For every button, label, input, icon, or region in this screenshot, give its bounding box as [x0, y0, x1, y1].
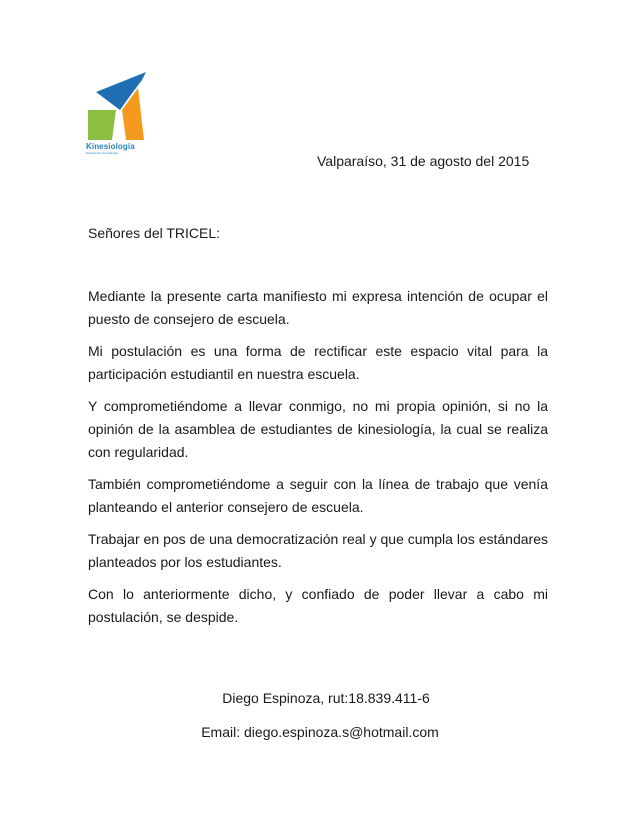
logo-sublabel: Escuela de Kinesiología — [86, 151, 119, 155]
signature-email: Email: diego.espinoza.s@hotmail.com — [201, 724, 439, 740]
paragraph: También comprometiéndome a seguir con la línea de trabajo que venía planteando el anterior consejero de escuela. — [88, 476, 548, 515]
letter-date: Valparaíso, 31 de agosto del 2015 — [317, 153, 530, 169]
paragraph: Mediante la presente carta manifiesto mi expresa intención de ocupar el puesto de consejero de escuela. — [88, 288, 548, 327]
paragraph: Y comprometiéndome a llevar conmigo, no mi propia opinión, si no la opinión de la asamblea de estudiantes de kinesiología, la cual se realiza con regularidad. — [88, 398, 548, 460]
logo-label: Kinesiología — [86, 142, 135, 151]
logo-mark-icon — [86, 70, 152, 142]
logo-green-shape — [88, 110, 116, 140]
paragraph: Mi postulación es una forma de rectificar este espacio vital para la participación estudiantil en nuestra escuela. — [88, 343, 548, 382]
letter-body — [88, 285, 548, 638]
paragraph: Con lo anteriormente dicho, y confiado de poder llevar a cabo mi postulación, se despide. — [88, 586, 548, 625]
letter-salutation: Señores del TRICEL: — [88, 225, 221, 241]
signature-name: Diego Espinoza, rut:18.839.411-6 — [222, 690, 430, 706]
paragraph: Trabajar en pos de una democratización real y que cumpla los estándares planteados por los estudiantes. — [88, 531, 548, 570]
